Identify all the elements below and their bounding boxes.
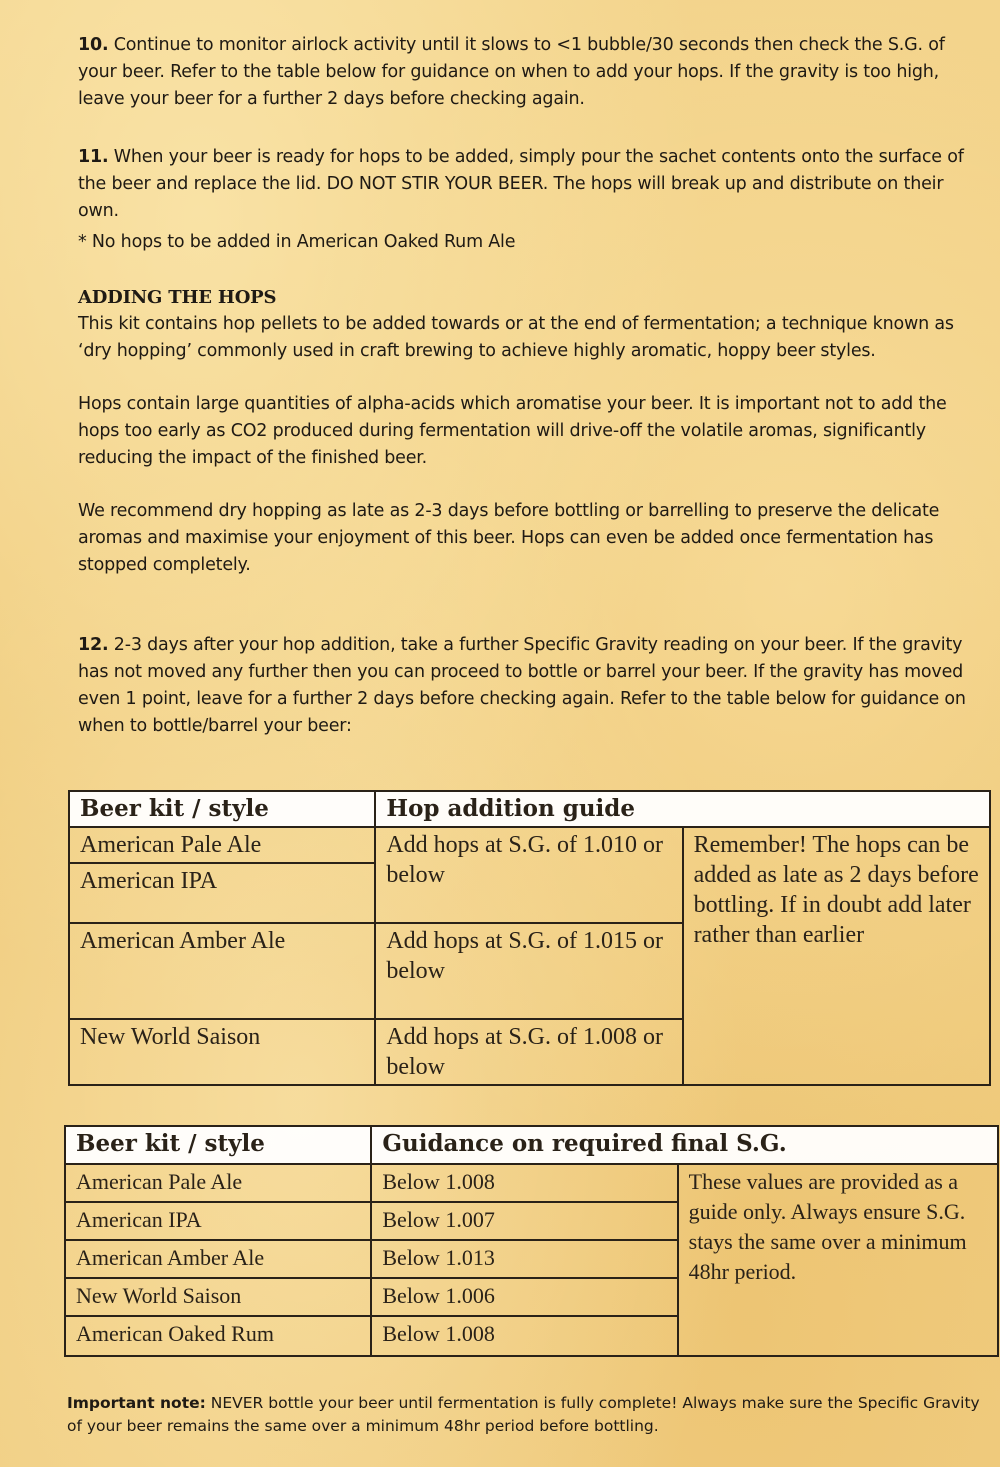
beer-style-cell: American Oaked Rum	[65, 1316, 371, 1356]
column-header: Beer kit / style	[65, 1126, 371, 1164]
column-header: Beer kit / style	[69, 791, 375, 827]
final-sg-cell: Below 1.008	[371, 1164, 677, 1202]
beer-style-cell: American IPA	[69, 863, 375, 923]
important-note-label: Important note:	[67, 1394, 206, 1412]
step-number: 12.	[78, 635, 109, 655]
hop-guide-cell: Add hops at S.G. of 1.015 or below	[375, 923, 682, 1019]
step-text: 2-3 days after your hop addition, take a further Specific Gravity reading on your beer. If the gravity has not moved any further then you can proceed to bottle or barrel your beer. If the gravity has moved even 1 point, leave for a further 2 days before checking again. Refer to the table below for guidance on when to bottle/barrel your beer:	[78, 635, 966, 736]
hop-addition-table	[68, 790, 991, 1086]
beer-style-cell: American IPA	[65, 1202, 371, 1240]
beer-style-cell: American Amber Ale	[69, 923, 375, 1019]
paragraph: This kit contains hop pellets to be added towards or at the end of fermentation; a technique known as ‘dry hopping’ commonly used in craft brewing to achieve highly aromatic, hoppy beer styles.	[78, 314, 954, 361]
beer-style-cell: American Amber Ale	[65, 1240, 371, 1278]
step-number: 10.	[78, 35, 109, 55]
important-note-text: NEVER bottle your beer until fermentation is fully complete! Always make sure the Specific Gravity of your beer remains the same over a minimum 48hr period before bottling.	[67, 1394, 980, 1435]
footnote: * No hops to be added in American Oaked Rum Ale	[78, 232, 516, 252]
final-sg-table	[64, 1125, 999, 1357]
beer-style-cell: American Pale Ale	[65, 1164, 371, 1202]
beer-style-cell: New World Saison	[69, 1019, 375, 1085]
side-note-cell: Remember! The hops can be added as late as 2 days before bottling. If in doubt add later rather than earlier	[683, 827, 990, 1085]
column-header: Guidance on required final S.G.	[371, 1126, 998, 1164]
paragraph: We recommend dry hopping as late as 2-3 days before bottling or barrelling to preserve the delicate aromas and maximise your enjoyment of this beer. Hops can even be added once fermentation has stopped completely.	[78, 501, 940, 575]
final-sg-cell: Below 1.008	[371, 1316, 677, 1356]
step-text: Continue to monitor airlock activity until it slows to <1 bubble/30 seconds then check the S.G. of your beer. Refer to the table below for guidance on when to add your hops. If the gravity is too high, leave your beer for a further 2 days before checking again.	[78, 35, 945, 109]
step-10	[78, 32, 978, 113]
adding-hops-section	[78, 284, 978, 579]
step-12	[78, 632, 978, 740]
column-header: Hop addition guide	[375, 791, 990, 827]
beer-style-cell: American Pale Ale	[69, 827, 375, 863]
final-sg-cell: Below 1.007	[371, 1202, 677, 1240]
step-text: When your beer is ready for hops to be added, simply pour the sachet contents onto the surface of the beer and replace the lid. DO NOT STIR YOUR BEER. The hops will break up and distribute on their own.	[78, 147, 964, 221]
step-11	[78, 144, 978, 256]
hop-guide-cell: Add hops at S.G. of 1.008 or below	[375, 1019, 682, 1085]
hop-guide-cell: Add hops at S.G. of 1.010 or below	[375, 827, 682, 923]
side-note-cell: These values are provided as a guide only. Always ensure S.G. stays the same over a minimum 48hr period.	[678, 1164, 998, 1356]
step-number: 11.	[78, 147, 109, 167]
beer-style-cell: New World Saison	[65, 1278, 371, 1316]
final-sg-cell: Below 1.013	[371, 1240, 677, 1278]
paragraph: Hops contain large quantities of alpha-acids which aromatise your beer. It is important not to add the hops too early as CO2 produced during fermentation will drive-off the volatile aromas, significantly reducing the impact of the finished beer.	[78, 394, 947, 468]
important-note	[67, 1392, 987, 1438]
section-heading: ADDING THE HOPS	[78, 287, 277, 308]
final-sg-cell: Below 1.006	[371, 1278, 677, 1316]
